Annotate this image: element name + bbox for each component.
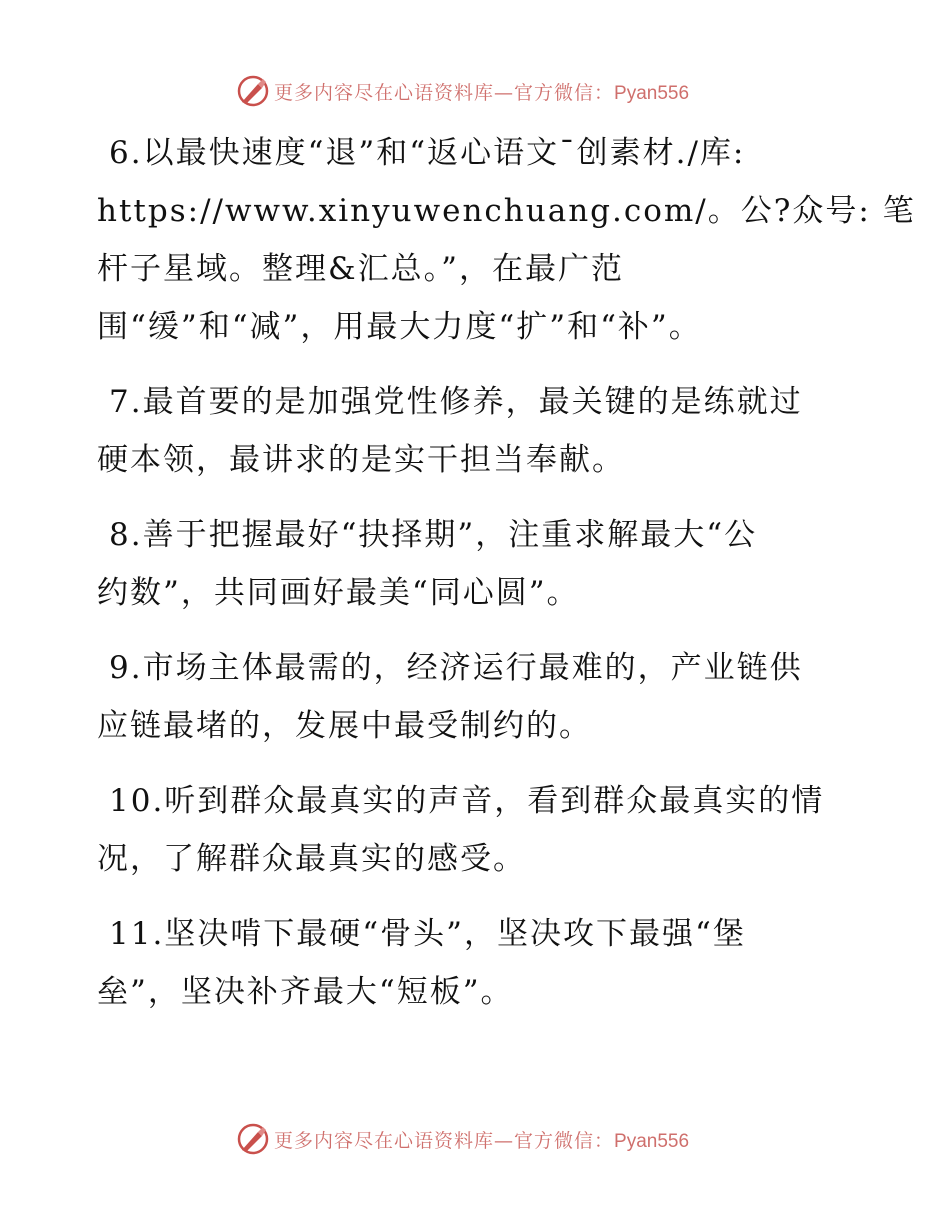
paragraph-11	[97, 905, 857, 1021]
text-line: 围“缓”和“减”，用最大力度“扩”和“补”。	[97, 309, 702, 345]
header-watermark	[236, 74, 689, 108]
paragraph-7	[97, 373, 857, 489]
text-line: 约数”，共同画好最美“同心圆”。	[97, 575, 580, 611]
paragraph-6	[97, 124, 916, 356]
text-line: 10.听到群众最真实的声音，看到群众最真实的情	[109, 783, 825, 819]
text-line: 8.善于把握最好“抉择期”，注重求解最大“公	[109, 517, 758, 553]
text-line: 垒”，坚决补齐最大“短板”。	[97, 974, 514, 1010]
text-line: 7.最首要的是加强党性修养，最关键的是练就过	[109, 384, 803, 420]
paragraph-10	[97, 772, 857, 888]
pen-logo-icon	[236, 1122, 270, 1156]
document-body	[97, 124, 916, 1038]
text-line: 应链最堵的，发展中最受制约的。	[97, 708, 592, 744]
paragraph-8	[97, 506, 857, 622]
pen-logo-icon	[236, 74, 270, 108]
text-line: 6.以最快速度“退”和“返心语文¯创素材./库:	[109, 135, 746, 171]
watermark-text: 更多内容尽在心语资料库—官方微信：Pyan556	[274, 1129, 690, 1152]
footer-watermark	[236, 1122, 689, 1156]
watermark-text: 更多内容尽在心语资料库—官方微信：Pyan556	[274, 81, 690, 104]
text-line: 况，了解群众最真实的感受。	[97, 841, 526, 877]
paragraph-9	[97, 639, 857, 755]
text-line: https://www.xinyuwenchuang.com/。公?众号: 笔	[97, 193, 916, 229]
text-line: 硬本领，最讲求的是实干担当奉献。	[97, 442, 625, 478]
text-line: 9.市场主体最需的，经济运行最难的，产业链供	[109, 650, 803, 686]
text-line: 杆子星域。整理&汇总。”，在最广范	[97, 251, 624, 287]
text-line: 11.坚决啃下最硬“骨头”，坚决攻下最强“堡	[109, 916, 746, 952]
